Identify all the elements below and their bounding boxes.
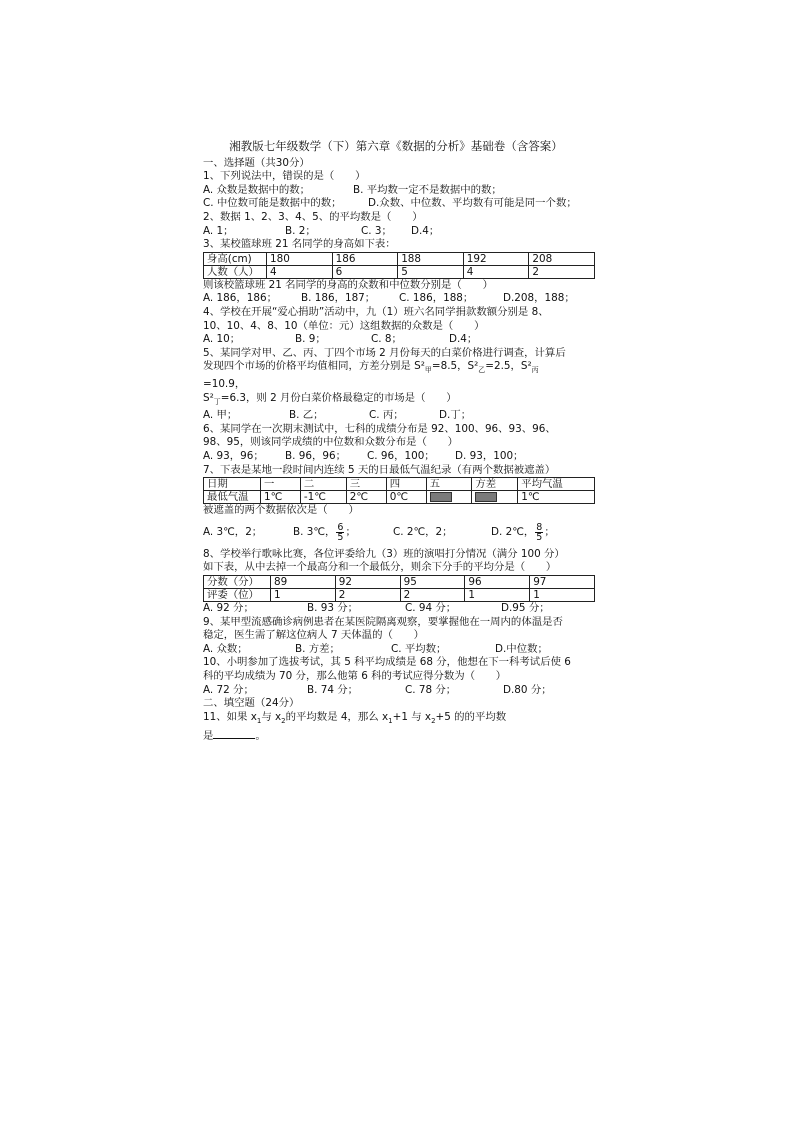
- table-cell: 96: [465, 576, 530, 589]
- text-segment: ；: [544, 526, 555, 539]
- table-cell: 192: [463, 252, 529, 265]
- question-stem: 4、学校在开展“爱心捐助”活动中，九（1）班六名同学捐款数额分别是 8、: [203, 305, 549, 318]
- option-c: C. 中位数可能是数据中的数；: [203, 197, 342, 210]
- options-row: [203, 197, 595, 211]
- question-stem: 稳定，医生需了解这位病人 7 天体温的（ ）: [203, 629, 425, 642]
- option-d: D. 93，100；: [455, 450, 524, 463]
- option-b: B. 96，96；: [285, 450, 346, 463]
- table-cell: 208: [529, 252, 595, 265]
- masked-value-box: [430, 492, 452, 502]
- subscript: 乙: [478, 366, 486, 375]
- answer-blank[interactable]: [213, 728, 255, 739]
- options-row: [203, 684, 595, 698]
- question-stem: [203, 360, 595, 378]
- option-b: B. 2；: [285, 224, 316, 237]
- table-cell: 0℃: [386, 491, 426, 504]
- text-segment: =2.5，S²: [485, 360, 532, 373]
- option-a: A. 众数是数据中的数；: [203, 183, 311, 196]
- table-cell: 人数（人）: [204, 265, 267, 278]
- temperature-table: [203, 477, 595, 504]
- subscript: 丁: [213, 397, 221, 406]
- table-cell: 2℃: [346, 491, 386, 504]
- table-cell: 1℃: [261, 491, 301, 504]
- option-a: A. 186，186；: [203, 292, 277, 305]
- table-cell: 四: [386, 478, 426, 491]
- option-c: C. 94 分；: [405, 602, 457, 614]
- options-row: [203, 225, 595, 239]
- section-heading: 一、选择题（共30分）: [203, 156, 310, 169]
- question-stem: 9、某甲型流感确诊病例患者在某医院隔离观察，要掌握他在一周内的体温是否: [203, 615, 563, 628]
- option-a: A. 92 分；: [203, 602, 254, 614]
- options-row: [203, 518, 595, 548]
- subscript: 2: [281, 716, 286, 725]
- question-ask: 被遮盖的两个数据依次是（ ）: [203, 504, 359, 517]
- option-b: B. 9；: [295, 333, 326, 346]
- height-table: [203, 252, 595, 279]
- table-cell: 188: [398, 252, 464, 265]
- table-cell: 最低气温: [204, 491, 261, 504]
- table-cell: 89: [271, 576, 336, 589]
- table-cell: 95: [400, 576, 465, 589]
- subscript: 丙: [531, 366, 539, 375]
- option-d: D.众数、中位数、平均数有可能是同一个数；: [368, 197, 577, 210]
- table-cell: 评委（位）: [204, 589, 271, 602]
- text-segment: 是: [203, 730, 214, 743]
- table-row: [204, 265, 595, 278]
- table-cell: 186: [332, 252, 398, 265]
- text-segment: 。: [255, 730, 266, 743]
- text-segment: +1 与 x: [392, 710, 432, 723]
- table-cell: 6: [332, 265, 398, 278]
- table-cell: 97: [530, 576, 595, 589]
- table-cell: 180: [267, 252, 333, 265]
- table-cell: 5: [398, 265, 464, 278]
- table-cell: 身高(cm): [204, 252, 267, 265]
- subscript: 2: [431, 716, 436, 725]
- question-stem: 3、某校篮球班 21 名同学的身高如下表：: [203, 238, 396, 251]
- option-c: C. 186，188；: [399, 292, 474, 305]
- table-row: [204, 478, 595, 491]
- option-b: B. 方差；: [295, 642, 340, 655]
- table-cell: 五: [426, 478, 472, 491]
- option-d: D.80 分；: [503, 683, 552, 696]
- table-cell: -1℃: [300, 491, 346, 504]
- table-cell: 4: [463, 265, 529, 278]
- option-c: C. 3；: [361, 224, 392, 237]
- text-segment: ；: [345, 526, 356, 539]
- page-title: 湘教版七年级数学（下）第六章《数据的分析》基础卷（含答案）: [229, 139, 563, 153]
- option-c: C. 96，100；: [367, 450, 435, 463]
- question-stem: 8、学校举行歌咏比赛，各位评委给九（3）班的演唱打分情况（满分 100 分）: [203, 547, 565, 560]
- option-d: D.95 分；: [501, 602, 550, 614]
- option-d: [491, 523, 555, 543]
- table-cell: [472, 491, 518, 504]
- option-d: D.4；: [411, 224, 440, 237]
- option-c: C. 2℃，2；: [393, 526, 453, 539]
- question-stem: 7、下表是某地一段时间内连续 5 天的日最低气温纪录（有两个数据被遮盖）: [203, 463, 556, 476]
- question-stem: 98、95，则该同学成绩的中位数和众数分布是（ ）: [203, 436, 459, 449]
- option-b: [293, 523, 393, 543]
- section-heading: 二、填空题（24分）: [203, 697, 300, 710]
- question-stem: 6、某同学在一次期末测试中，七科的成绩分布是 92、100、96、93、96、: [203, 422, 556, 435]
- denominator: 5: [337, 532, 344, 544]
- table-row: [204, 576, 595, 589]
- subscript: 1: [256, 716, 262, 725]
- option-d: D.丁；: [439, 409, 472, 422]
- text-segment: =8.5，S²: [431, 360, 479, 373]
- table-row: [204, 589, 595, 602]
- option-b: B. 乙；: [289, 409, 324, 422]
- exam-sheet: [203, 140, 595, 744]
- text-segment: B. 3℃，: [293, 526, 336, 539]
- question-stem: 如下表，从中去掉一个最高分和一个最低分，则余下分手的平均分是（ ）: [203, 561, 557, 574]
- numerator: 8: [536, 521, 543, 533]
- table-cell: 日期: [204, 478, 261, 491]
- text-segment: 发现四个市场的价格平均值相同，方差分别是 S²: [203, 360, 425, 373]
- table-cell: 方差: [472, 478, 518, 491]
- question-stem: 科的平均成绩为 70 分，那么他第 6 科的考试应得分数为（ ）: [203, 669, 507, 682]
- question-stem: [203, 711, 595, 729]
- option-c: C. 8；: [371, 333, 402, 346]
- masked-value-box: [475, 492, 497, 502]
- options-row: [203, 643, 595, 657]
- option-a: A. 甲；: [203, 409, 238, 422]
- table-cell: 2: [335, 589, 400, 602]
- option-a: A. 93，96；: [203, 450, 264, 463]
- table-cell: 1: [271, 589, 336, 602]
- table-cell: 2: [400, 589, 465, 602]
- table-cell: 1: [465, 589, 530, 602]
- option-d: D.208，188；: [503, 292, 575, 305]
- question-stem: 5、某同学对甲、乙、丙、丁四个市场 2 月份每天的白菜价格进行调查，计算后: [203, 346, 566, 359]
- table-cell: 1℃: [518, 491, 595, 504]
- question-ask: 则该校篮球班 21 名同学的身高的众数和中位数分别是（ ）: [203, 278, 493, 291]
- option-b: B. 186，187；: [301, 292, 376, 305]
- option-b: B. 平均数一定不是数据中的数；: [353, 183, 502, 196]
- table-cell: 二: [300, 478, 346, 491]
- option-b: B. 93 分；: [307, 602, 359, 614]
- question-stem: 2、数据 1、2、3、4、5、的平均数是（ ）: [203, 210, 423, 223]
- option-d: D.4；: [449, 333, 478, 346]
- score-table: [203, 575, 595, 602]
- text-segment: [203, 711, 506, 729]
- table-cell: 1: [530, 589, 595, 602]
- option-a: A. 众数；: [203, 642, 248, 655]
- text-segment: D. 2℃，: [491, 526, 535, 539]
- option-a: A. 72 分；: [203, 683, 254, 696]
- option-c: C. 78 分；: [405, 683, 457, 696]
- table-cell: 4: [267, 265, 333, 278]
- text-segment: 与 x: [261, 710, 282, 723]
- question-stem: =10.9，: [203, 377, 246, 390]
- table-cell: 平均气温: [518, 478, 595, 491]
- options-row: [203, 184, 595, 198]
- subscript: 甲: [424, 366, 432, 375]
- option-a: A. 1；: [203, 224, 234, 237]
- text-segment: S²: [203, 391, 214, 404]
- question-stem: 1、下列说法中，错误的是（ ）: [203, 170, 366, 183]
- option-b: B. 74 分；: [307, 683, 359, 696]
- numerator: 6: [337, 521, 344, 533]
- options-row: [203, 450, 595, 464]
- options-row: [203, 292, 595, 306]
- fraction: [535, 523, 543, 543]
- table-cell: 三: [346, 478, 386, 491]
- table-cell: [426, 491, 472, 504]
- option-d: D.中位数；: [495, 642, 548, 655]
- options-row: [203, 602, 595, 616]
- denominator: 5: [536, 532, 543, 544]
- question-stem: [203, 392, 595, 410]
- option-c: C. 平均数；: [391, 642, 447, 655]
- question-stem: 10、10、4、8、10（单位：元）这组数据的众数是（ ）: [203, 319, 485, 332]
- text-segment: +5 的的平均数: [435, 710, 507, 723]
- question-stem: 10、小明参加了选拔考试，其 5 科平均成绩是 68 分，他想在下一科考试后使 6: [203, 656, 571, 669]
- table-cell: 分数（分）: [204, 576, 271, 589]
- options-row: [203, 333, 595, 347]
- question-stem: [203, 728, 595, 744]
- table-cell: 92: [335, 576, 400, 589]
- fraction: [336, 523, 344, 543]
- option-a: A. 10；: [203, 333, 241, 346]
- text-segment: 11、如果 x: [203, 710, 257, 723]
- option-a: A. 3℃，2；: [203, 526, 263, 539]
- options-row: [203, 409, 595, 423]
- option-c: C. 丙；: [369, 409, 404, 422]
- table-row: [204, 491, 595, 504]
- subscript: 1: [388, 716, 393, 725]
- text-segment: =6.3，则 2 月份白菜价格最稳定的市场是（ ）: [220, 391, 457, 404]
- table-row: [204, 252, 595, 265]
- table-cell: 一: [261, 478, 301, 491]
- table-cell: 2: [529, 265, 595, 278]
- text-segment: 的平均数是 4，那么 x: [285, 710, 389, 723]
